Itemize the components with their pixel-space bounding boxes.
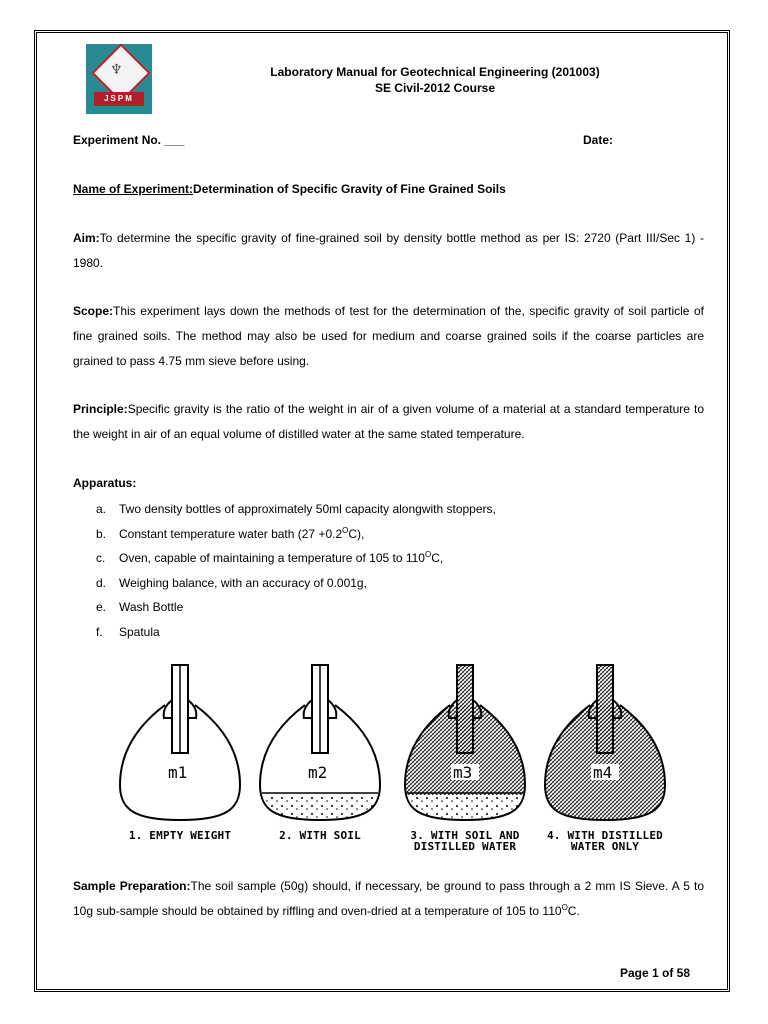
aim-text: To determine the specific gravity of fine-grained soil by density bottle method as per IS: 2720 (Part III/Sec 1) - 1980. bbox=[73, 231, 704, 270]
degree-sup: O bbox=[424, 550, 432, 559]
experiment-name-value: Determination of Specific Gravity of Fine Grained Soils bbox=[193, 182, 506, 196]
aim-paragraph bbox=[73, 226, 704, 276]
principle-paragraph bbox=[73, 397, 704, 447]
figure-caption bbox=[250, 830, 390, 841]
list-item bbox=[96, 497, 496, 522]
list-letter: e. bbox=[96, 600, 107, 614]
degree-sup: O bbox=[342, 525, 349, 535]
list-text: Two density bottles of approximately 50ml capacity alongwith stoppers, bbox=[119, 502, 496, 516]
sample-text: The soil sample (50g) should, if necessary, be ground to pass through a 2 mm IS Sieve. A 5 to 10g sub-sample should be obtained by riffling and oven-dried at a temperature of 105 to 110 bbox=[73, 879, 704, 918]
list-letter: f. bbox=[96, 624, 103, 639]
list-item bbox=[96, 620, 496, 645]
density-bottle-figure bbox=[110, 660, 670, 860]
principle-label: Principle: bbox=[73, 402, 128, 416]
list-item bbox=[96, 546, 496, 571]
caption-line: 1. EMPTY WEIGHT bbox=[128, 829, 232, 842]
page-header bbox=[150, 64, 720, 96]
list-text: Wash Bottle bbox=[119, 600, 184, 614]
list-letter: a. bbox=[96, 502, 107, 516]
header-subtitle: SE Civil-2012 Course bbox=[374, 81, 496, 95]
caption-line: 3. WITH SOIL AND bbox=[410, 829, 520, 842]
caption-line: 4. WITH DISTILLED bbox=[547, 829, 663, 842]
apparatus-heading: Apparatus: bbox=[73, 476, 137, 490]
logo-emblem: ♆ bbox=[110, 62, 123, 78]
list-letter: d. bbox=[96, 575, 107, 590]
principle-text: Specific gravity is the ratio of the weight in air of a given volume of a material at a standard temperature to the weight in air of an equal volume of distilled water at the same stated temperature. bbox=[73, 402, 704, 441]
caption-line: 2. WITH SOIL bbox=[279, 829, 361, 842]
list-letter: c. bbox=[96, 551, 106, 565]
list-text-end: C), bbox=[348, 526, 365, 541]
bottle-label: m1 bbox=[168, 763, 188, 782]
bottle-with-soil-and-water bbox=[395, 665, 535, 823]
aim-label: Aim: bbox=[73, 231, 100, 245]
bottle-label: m2 bbox=[308, 763, 328, 782]
list-text: Spatula bbox=[119, 624, 160, 639]
figure-caption bbox=[535, 830, 675, 852]
bottle-with-water bbox=[535, 665, 670, 825]
jspm-logo bbox=[86, 44, 152, 114]
degree-sup: O bbox=[561, 903, 568, 912]
sample-text-end: C. bbox=[567, 904, 580, 918]
list-item bbox=[96, 571, 496, 596]
experiment-name-label: Name of Experiment: bbox=[73, 182, 194, 196]
list-text: Oven, capable of maintaining a temperature of 105 to 110 bbox=[119, 551, 425, 565]
list-letter: b. bbox=[96, 526, 107, 541]
scope-paragraph bbox=[73, 299, 704, 374]
header-title: Laboratory Manual for Geotechnical Engineering (201003) bbox=[270, 65, 600, 79]
bottle-label: m3 bbox=[453, 763, 473, 782]
bottle-empty bbox=[120, 665, 240, 820]
caption-line: DISTILLED WATER bbox=[413, 840, 517, 853]
scope-text: This experiment lays down the methods of test for the determination of the, specific gravity of soil particle of fine grained soils. The method may also be used for medium and coarse grained soils if the coarse particles are grained to pass 4.75 mm sieve before using. bbox=[73, 304, 704, 368]
list-text-end: C, bbox=[431, 551, 444, 565]
sample-preparation-paragraph bbox=[73, 874, 704, 924]
experiment-number: Experiment No. ___ bbox=[73, 133, 185, 147]
page-number: Page 1 of 58 bbox=[620, 966, 691, 980]
bottle-label: m4 bbox=[593, 763, 613, 782]
bottle-with-soil bbox=[250, 665, 390, 823]
scope-label: Scope: bbox=[73, 304, 114, 318]
list-text: Constant temperature water bath (27 +0.2 bbox=[119, 526, 343, 541]
logo-text: JSPM bbox=[94, 92, 144, 106]
caption-line: WATER ONLY bbox=[570, 840, 640, 853]
apparatus-list bbox=[96, 497, 496, 644]
figure-caption bbox=[110, 830, 250, 841]
date-label: Date: bbox=[583, 133, 614, 147]
list-item bbox=[96, 522, 496, 547]
list-item bbox=[96, 595, 496, 620]
list-text: Weighing balance, with an accuracy of 0.001g, bbox=[119, 575, 367, 590]
sample-label: Sample Preparation: bbox=[73, 879, 191, 893]
experiment-name bbox=[73, 181, 506, 197]
figure-caption bbox=[395, 830, 535, 852]
